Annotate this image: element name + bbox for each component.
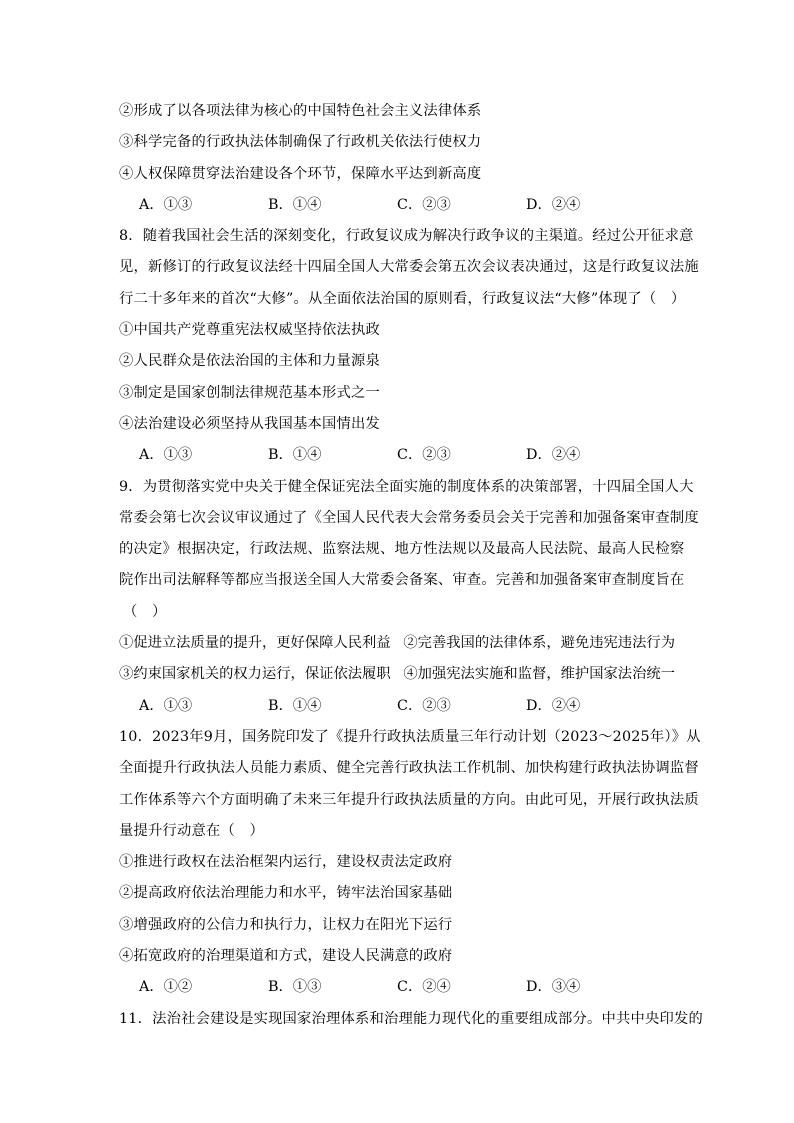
text-line: ③制定是国家创制法律规范基本形式之一 bbox=[119, 384, 380, 401]
answer-option: B．①③ bbox=[268, 979, 322, 996]
text-line: ②形成了以各项法律为核心的中国特色社会主义法律体系 bbox=[119, 103, 482, 119]
answer-option: B．①④ bbox=[268, 447, 322, 464]
answer-option: D．③④ bbox=[526, 979, 581, 996]
answer-options bbox=[119, 190, 675, 221]
text-line: 见，新修订的行政复议法经十四届全国人大常委会第五次会议表决通过，这是行政复议法施 bbox=[119, 259, 699, 276]
text-line: ④人权保障贯穿法治建设各个环节，保障水平达到新高度 bbox=[119, 165, 482, 182]
answer-option: D．②④ bbox=[526, 697, 581, 714]
answer-option: B．①④ bbox=[268, 697, 322, 714]
answer-option: C．②③ bbox=[397, 447, 451, 464]
text-line: ④法治建设必须坚持从我国基本国情出发 bbox=[119, 415, 380, 432]
statement-item: ④加强宪法实施和监督，维护国家法治统一 bbox=[403, 666, 675, 683]
text-line: ③增强政府的公信力和执行力，让权力在阳光下运行 bbox=[119, 916, 453, 933]
text-line: 常委会第七次会议审议通过了《全国人民代表大会常务委员会关于完善和加强备案审查制度 bbox=[119, 509, 699, 526]
answer-options bbox=[119, 691, 675, 722]
text-line: 9．为贯彻落实党中央关于健全保证宪法全面实施的制度体系的决策部署，十四届全国人大 bbox=[119, 478, 694, 495]
text-line: ③科学完备的行政执法体制确保了行政机关依法行使权力 bbox=[119, 134, 482, 151]
answer-option: A．①③ bbox=[139, 447, 193, 464]
text-line: ①推进行政权在法治框架内运行，建设权责法定政府 bbox=[119, 854, 453, 871]
text-line: 全面提升行政执法人员能力素质、健全完善行政执法工作机制、加快构建行政执法协调监督 bbox=[119, 760, 699, 777]
answer-option: A．①③ bbox=[139, 697, 193, 714]
answer-option: A．①③ bbox=[139, 196, 193, 213]
text-line: ①中国共产党尊重宪法权威坚持依法执政 bbox=[119, 322, 380, 339]
answer-option: B．①④ bbox=[268, 196, 322, 213]
text-line: 的决定》根据决定，行政法规、监察法规、地方性法规以及最高人民法院、最高人民检察 bbox=[119, 541, 685, 558]
text-line: 10．2023年9月，国务院印发了《提升行政执法质量三年行动计划（2023～2025年）》从 bbox=[119, 728, 701, 745]
text-line: ②提高政府依法治理能力和水平，铸牢法治国家基础 bbox=[119, 885, 453, 902]
answer-options bbox=[119, 440, 675, 471]
exam-page bbox=[119, 96, 703, 1035]
statement-item: ②完善我国的法律体系，避免违宪违法行为 bbox=[403, 635, 675, 652]
text-line: 11．法治社会建设是实现国家治理体系和治理能力现代化的重要组成部分。中共中央印发的 bbox=[119, 1010, 703, 1027]
answer-blank: （ ） bbox=[123, 603, 167, 620]
answer-option: C．②③ bbox=[397, 697, 451, 714]
answer-option: D．②④ bbox=[526, 447, 581, 464]
statement-item: ③约束国家机关的权力运行，保证依法履职 bbox=[119, 666, 391, 683]
answer-option: D．②④ bbox=[526, 196, 581, 213]
text-line: 院作出司法解释等都应当报送全国人大常委会备案、审查。完善和加强备案审查制度旨在 bbox=[119, 572, 685, 589]
statement-item: ①促进立法质量的提升，更好保障人民利益 bbox=[119, 635, 391, 652]
statement-pair bbox=[119, 628, 675, 659]
statement-pair bbox=[119, 659, 675, 690]
text-line: 8．随着我国社会生活的深刻变化，行政复议成为解决行政争议的主渠道。经过公开征求意 bbox=[119, 228, 694, 245]
text-line: ②人民群众是依法治国的主体和力量源泉 bbox=[119, 353, 380, 370]
text-line: 工作体系等六个方面明确了未来三年提升行政执法质量的方向。由此可见，开展行政执法质 bbox=[119, 791, 699, 808]
answer-options bbox=[119, 972, 675, 1003]
text-line: 行二十多年来的首次“大修”。从全面依法治国的原则看，行政复议法“大修”体现了（ ） bbox=[119, 290, 686, 307]
text-line: 量提升行动意在（ ） bbox=[119, 822, 264, 839]
answer-option: C．②③ bbox=[397, 196, 451, 213]
text-line: ④拓宽政府的治理渠道和方式，建设人民满意的政府 bbox=[119, 948, 453, 965]
answer-option: C．②④ bbox=[397, 979, 451, 996]
answer-option: A．①② bbox=[139, 979, 193, 996]
